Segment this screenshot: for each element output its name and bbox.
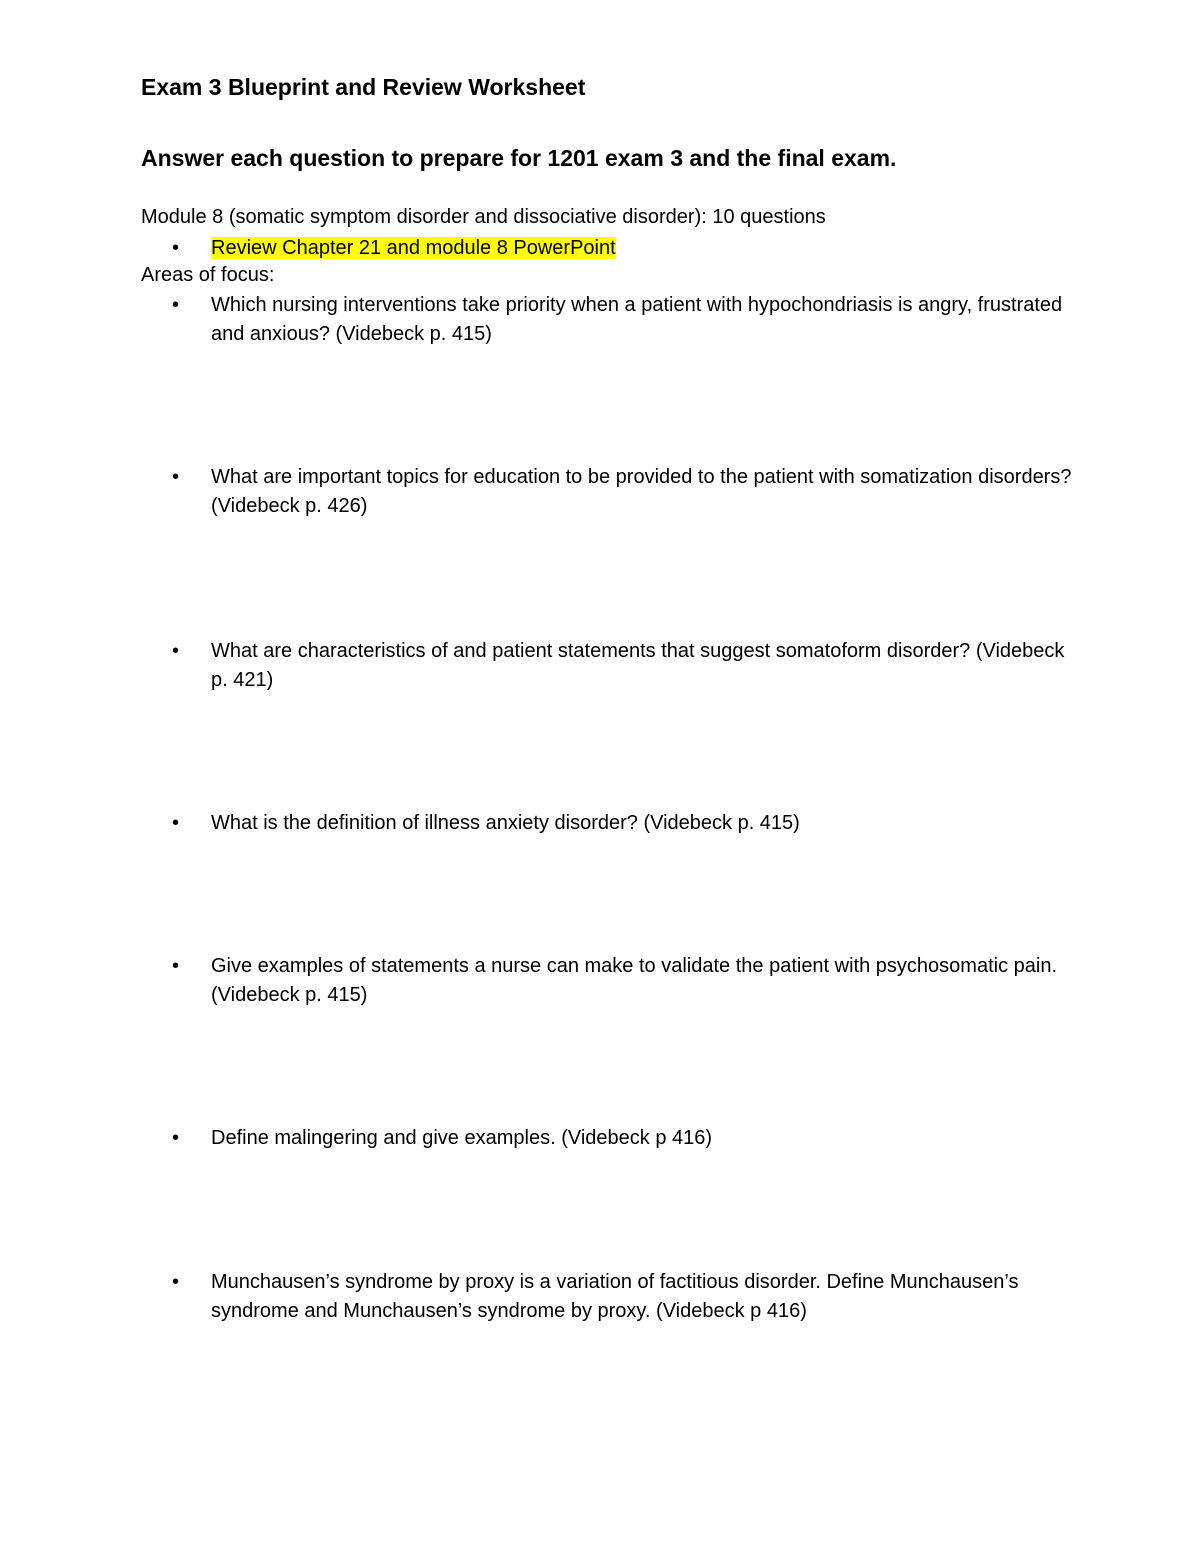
question-text: Define malingering and give examples. (Videbeck p 416) <box>211 1127 713 1149</box>
review-list-item <box>172 234 1072 263</box>
bullet-icon: • <box>172 812 180 834</box>
question-item <box>172 463 1072 521</box>
question-item <box>172 1124 1072 1153</box>
bullet-icon: • <box>172 640 180 662</box>
question-text: What is the definition of illness anxiety disorder? (Videbeck p. 415) <box>211 812 800 834</box>
page-subtitle: Answer each question to prepare for 1201 exam 3 and the final exam. <box>141 145 897 171</box>
question-text: Munchausen’s syndrome by proxy is a variation of factitious disorder. Define Munchausen’s syndrome and Munchausen’s syndrome by proxy. (Videbeck p 416) <box>211 1271 1019 1322</box>
bullet-icon: • <box>172 294 180 316</box>
highlighted-review-text: Review Chapter 21 and module 8 PowerPoint <box>211 237 616 259</box>
page-title: Exam 3 Blueprint and Review Worksheet <box>141 74 586 100</box>
bullet-icon: • <box>172 1127 180 1149</box>
question-item <box>172 1268 1072 1326</box>
question-text: Give examples of statements a nurse can make to validate the patient with psychosomatic pain. (Videbeck p. 415) <box>211 955 1057 1006</box>
question-item <box>172 809 1072 838</box>
module-heading: Module 8 (somatic symptom disorder and dissociative disorder): 10 questions <box>141 206 826 228</box>
bullet-icon: • <box>172 955 180 977</box>
question-text: Which nursing interventions take priority when a patient with hypochondriasis is angry, frustrated and anxious? (Videbeck p. 415) <box>211 294 1063 345</box>
focus-heading: Areas of focus: <box>141 264 275 286</box>
question-text: What are important topics for education to be provided to the patient with somatization disorders? (Videbeck p. 426) <box>211 466 1072 517</box>
bullet-icon: • <box>172 1271 180 1293</box>
bullet-icon: • <box>172 237 180 259</box>
bullet-icon: • <box>172 466 180 488</box>
question-text: What are characteristics of and patient statements that suggest somatoform disorder? (Videbeck p. 421) <box>211 640 1065 691</box>
question-item <box>172 637 1072 695</box>
question-item <box>172 291 1072 349</box>
question-item <box>172 952 1072 1010</box>
